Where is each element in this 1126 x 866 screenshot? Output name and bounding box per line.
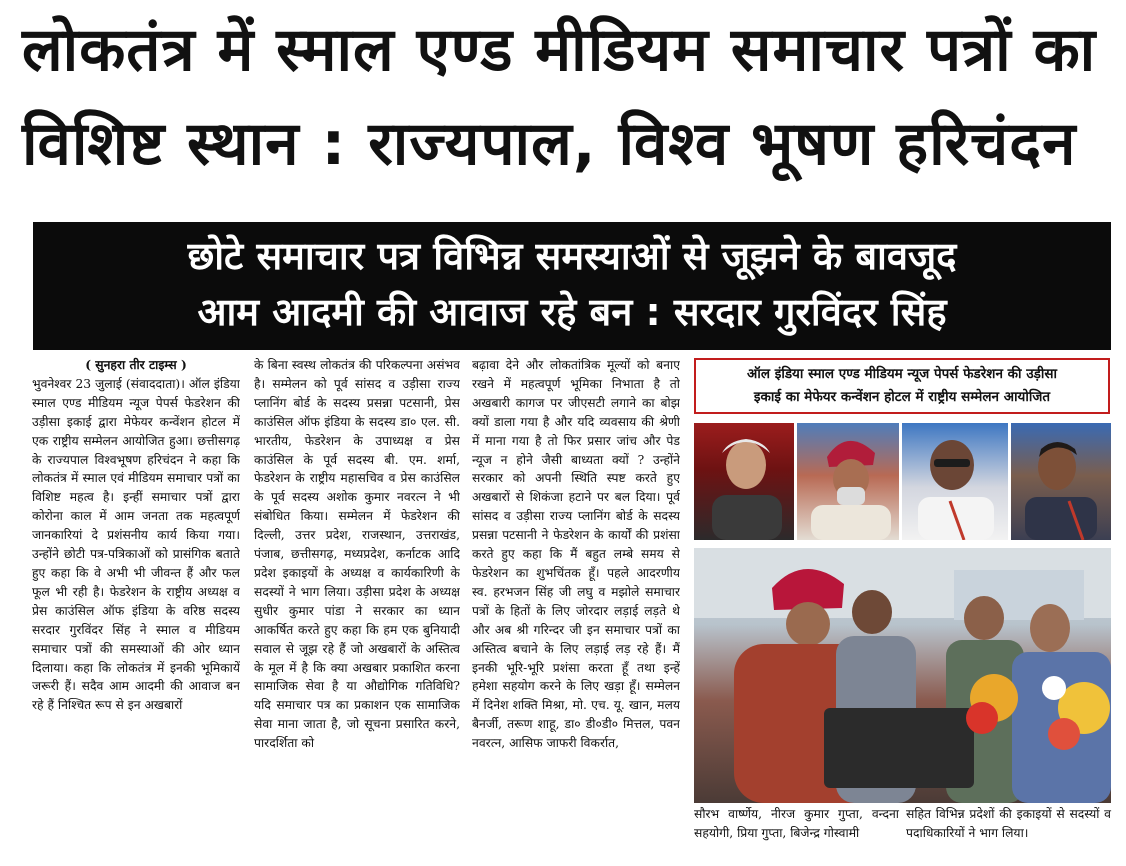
photo-speaker-4 [1011, 423, 1111, 540]
column-1-text: भुवनेश्वर 23 जुलाई (संवाददाता)। ऑल इंडिया स्माल एण्ड मीडियम न्यूज पेपर्स फेडरेशन की उड़ीसा इकाई द्वारा मेफेयर कन्वेंशन होटल में एक राष्ट्रीय सम्मेलन आयोजित हुआ। छत्तीसगढ़ के राज्यपाल विश्वभूषण हरिचंदन ने कहा कि लोकतंत्र में स्माल एवं मीडियम समाचार पत्रों का विशिष्ट महत्व है। इन्हीं समाचार पत्रों द्वारा कोरोना काल में आम जनता तक महत्वपूर्ण जानकारियां दे प्रशंसनीय कार्य किया गया। उन्होंने छोटी पत्र-पत्रिकाओं को प्रासंगिक बताते हुए कहा कि वे अभी भी जीवन्त हैं और फल फूल भी रही है। फेडरेशन के राष्ट्रीय अध्यक्ष व प्रेस काउंसिल ऑफ इंडिया के वरिष्ठ सदस्य सरदार गुरविंदर सिंह ने स्माल व मीडियम समाचार पत्रों की समस्याओं की ओर ध्यान दिलाया। कहा कि लोकतंत्र में इनकी भूमिकायें जरूरी हैं। सदैव आम आदमी की आवाज बन रहे हैं निश्चित रूप से इन अखबारों [32, 376, 240, 713]
article-column-1 [32, 356, 240, 866]
photo-speaker-3 [902, 423, 1008, 540]
photo-speaker-2 [797, 423, 899, 540]
photo-caption-line-2: इकाई का मेफेयर कन्वेंशन होटल में राष्ट्रीय सम्मेलन आयोजित [753, 389, 1051, 405]
subheadline-line-2: आम आदमी की आवाज रहे बन : सरदार गुरविंदर सिंह [197, 290, 947, 334]
bottom-text-left: सौरभ वार्ष्णेय, नीरज कुमार गुप्ता, वन्दना सहयोगी, प्रिया गुप्ता, बिजेन्द्र गोस्वामी [694, 807, 899, 840]
column-3-text: बढ़ावा देने और लोकतांत्रिक मूल्यों को बनाए रखने में महत्वपूर्ण भूमिका निभाता है तो अखबारी कागज पर जीएसटी लगाने का बोझ क्यों डाला गया है और यदि व्यवसाय की श्रेणी में माना गया है तो फिर प्रसार जांच और पेड न्यूज न होने जैसी बाध्यता क्यों ? उन्होंने सरकार को अपनी स्थिति स्पष्ट करते हुए अखबारों से शिकंजा हटाने पर बल दिया। पूर्व सांसद व उड़ीसा राज्य प्लानिंग बोर्ड के सदस्य प्रसन्ना पटसानी ने फेडरेशन के कार्यों की प्रशंसा करते हुए कहा कि मैं बहुत लम्बे समय से फेडरेशन का शुभचिंतक हूँ। पहले आदरणीय स्व. हरभजन सिंह जी लघु व मझोले समाचार पत्रों के हितों के लिए जोरदार लड़ाई लड़ते थे और अब श्री गरिन्दर जी इन समाचार पत्रों का अस्तित्व बचाने के लिए लड़ाई लड़ रहे हैं। मैं इनकी भूरि-भूरि प्रशंसा करता हूँ तथा इन्हें हमेशा सहयोग करने के लिए खड़ा हूँ। सम्मेलन में दिनेश शक्ति मिश्रा, मो. एच. यू. खान, मलय बैनर्जी, तरूण शाहू, डा० डी०डी० मित्तल, पवन नवरत्न, आसिफ जाफरी विकर्रात, [472, 358, 680, 751]
subheadline-banner [33, 222, 1111, 350]
photo-caption-line-1: ऑल इंडिया स्माल एण्ड मीडियम न्यूज पेपर्स फेडरेशन की उड़ीसा [747, 366, 1057, 382]
photo-speaker-1 [694, 423, 794, 540]
column-2-text: के बिना स्वस्थ लोकतंत्र की परिकल्पना असंभव है। सम्मेलन को पूर्व सांसद व उड़ीसा राज्य प्लानिंग बोर्ड के सदस्य प्रसन्ना पटसानी, प्रेस काउंसिल ऑफ इंडिया के सदस्य डा० एल. सी. भारतीय, फेडरेशन के उपाध्यक्ष व प्रेस काउंसिल के पूर्व सदस्य बी. एम. शर्मा, फेडरेशन के राष्ट्रीय महासचिव व प्रेस काउंसिल के पूर्व सदस्य अशोक कुमार नवरत्न ने भी संबोधित किया। सम्मेलन में फेडरेशन की दिल्ली, उत्तर प्रदेश, राजस्थान, उत्तराखंड, पंजाब, छत्तीसगढ़, मध्यप्रदेश, कर्नाटक आदि प्रदेश इकाइयों के अध्यक्ष व कार्यकारिणी के सदस्यों ने भाग लिया। उड़ीसा प्रदेश के अध्यक्ष सुधीर कुमार पांडा ने सरकार का ध्यान आकर्षित करते हुए कहा कि हम एक बुनियादी सवाल से जूझ रहे हैं जो अखबारों के अस्तित्व के मूल में है कि क्या अखबार प्रकाशित करना सामाजिक सेवा है या औद्योगिक गतिविधि? यदि समाचार पत्र का प्रकाशन एक सामाजिक सेवा माना जाता है, जो सूचना प्रसारित करने, पारदर्शिता को [254, 358, 460, 751]
article-column-2 [254, 356, 460, 866]
bottom-text-right: सहित विभिन्न प्रदेशों की इकाइयों से सदस्यों व पदाधिकारियों ने भाग लिया। [906, 807, 1111, 840]
photo-caption-box [694, 358, 1110, 414]
article-column-3 [472, 356, 680, 866]
photo-felicitation [694, 548, 1111, 803]
headline-line-2: विशिष्ट स्थान : राज्यपाल, विश्व भूषण हरिचंदन [22, 109, 1077, 179]
headline-line-1: लोकतंत्र में स्माल एण्ड मीडियम समाचार पत्रों का [22, 15, 1097, 85]
byline: ( सुनहरा तीर टाइम्स ) [85, 357, 187, 372]
subheadline-line-1: छोटे समाचार पत्र विभिन्न समस्याओं से जूझने के बावजूद [187, 234, 957, 278]
